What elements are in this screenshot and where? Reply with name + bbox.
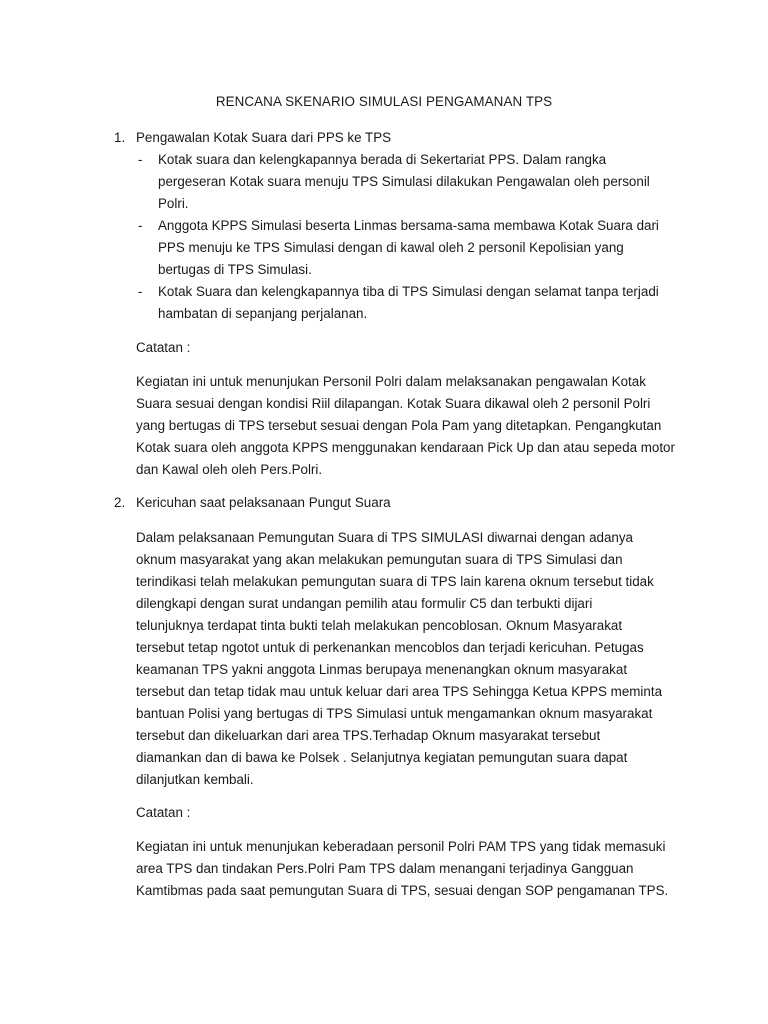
bullet-2-line: PPS menuju ke TPS Simulasi dengan di kawal oleh 2 personil Kepolisian yang [158,240,624,255]
section-1-note-label: Catatan : [136,340,191,355]
section-2-body-line: oknum masyarakat yang akan melakukan pemungutan suara di TPS Simulasi dan [136,552,623,567]
section-2-body-line: telunjuknya terdapat tinta bukti telah melakukan pencoblosan. Oknum Masyarakat [136,618,623,633]
section-2-body-line: Dalam pelaksanaan Pemungutan Suara di TPS SIMULASI diwarnai dengan adanya [136,530,634,545]
section-1-heading: Pengawalan Kotak Suara dari PPS ke TPS [136,130,392,145]
bullet-1-line: pergeseran Kotak suara menuju TPS Simulasi dilakukan Pengawalan oleh personil [158,174,650,189]
section-2-body-line: dilengkapi dengan surat undangan pemilih atau formulir C5 dan terbukti dijari [136,596,593,611]
bullet-2-line: Anggota KPPS Simulasi beserta Linmas bersama-sama membawa Kotak Suara dari [158,218,659,233]
section-2-number: 2. [114,495,126,510]
bullet-2-line: bertugas di TPS Simulasi. [158,262,312,277]
section-2-heading: Kericuhan saat pelaksanaan Pungut Suara [136,495,391,510]
bullet-1-line: Polri. [158,196,189,211]
section-2-body-line: tersebut dan tetap tidak mau untuk keluar dari area TPS Sehingga Ketua KPPS meminta [136,684,663,699]
bullet-3-marker: - [138,284,143,299]
bullet-2-marker: - [138,218,143,233]
bullet-1-marker: - [138,152,143,167]
section-2-body-line: diamankan dan di bawa ke Polsek . Selanjutnya kegiatan pemungutan suara dapat [136,750,628,765]
section-2-body-line: terindikasi telah melakukan pemungutan suara di TPS lain karena oknum tersebut tidak [136,574,654,589]
section-1-note-line: dan Kawal oleh oleh Pers.Polri. [136,462,323,477]
section-2-body-line: bantuan Polisi yang bertugas di TPS Simulasi untuk mengamankan oknum masyarakat [136,706,653,721]
section-2-note-line: Kegiatan ini untuk menunjukan keberadaan personil Polri PAM TPS yang tidak memasuki [136,839,666,854]
section-1-number: 1. [114,130,126,145]
section-2-note-line: Kamtibmas pada saat pemungutan Suara di TPS, sesuai dengan SOP pengamanan TPS. [136,883,669,898]
section-2-note-label: Catatan : [136,805,191,820]
bullet-3-line: Kotak Suara dan kelengkapannya tiba di TPS Simulasi dengan selamat tanpa terjadi [158,284,659,299]
bullet-3-line: hambatan di sepanjang perjalanan. [158,306,368,321]
section-1-note-line: Kegiatan ini untuk menunjukan Personil Polri dalam melaksanakan pengawalan Kotak [136,374,646,389]
section-2-body-line: tersebut dan dikeluarkan dari area TPS.Terhadap Oknum masyarakat tersebut [136,728,601,743]
section-2-note-line: area TPS dan tindakan Pers.Polri Pam TPS dalam menangani terjadinya Gangguan [136,861,634,876]
section-1-note-line: Kotak suara oleh anggota KPPS menggunakan kendaraan Pick Up dan atau sepeda motor [136,440,675,455]
document-title: RENCANA SKENARIO SIMULASI PENGAMANAN TPS [215,94,553,109]
section-2-body-line: keamanan TPS yakni anggota Linmas berupaya menenangkan oknum masyarakat [136,662,628,677]
bullet-1-line: Kotak suara dan kelengkapannya berada di Sekertariat PPS. Dalam rangka [158,152,607,167]
section-1-note-line: yang bertugas di TPS tersebut sesuai dengan Pola Pam yang ditetapkan. Pengangkutan [136,418,662,433]
section-2-body-line: dilanjutkan kembali. [136,772,254,787]
section-1-note-line: Suara sesuai dengan kondisi Riil dilapangan. Kotak Suara dikawal oleh 2 personil Polri [136,396,651,411]
section-2-body-line: tersebut tetap ngotot untuk di perkenankan mencoblos dan terjadi kericuhan. Petugas [136,640,644,655]
